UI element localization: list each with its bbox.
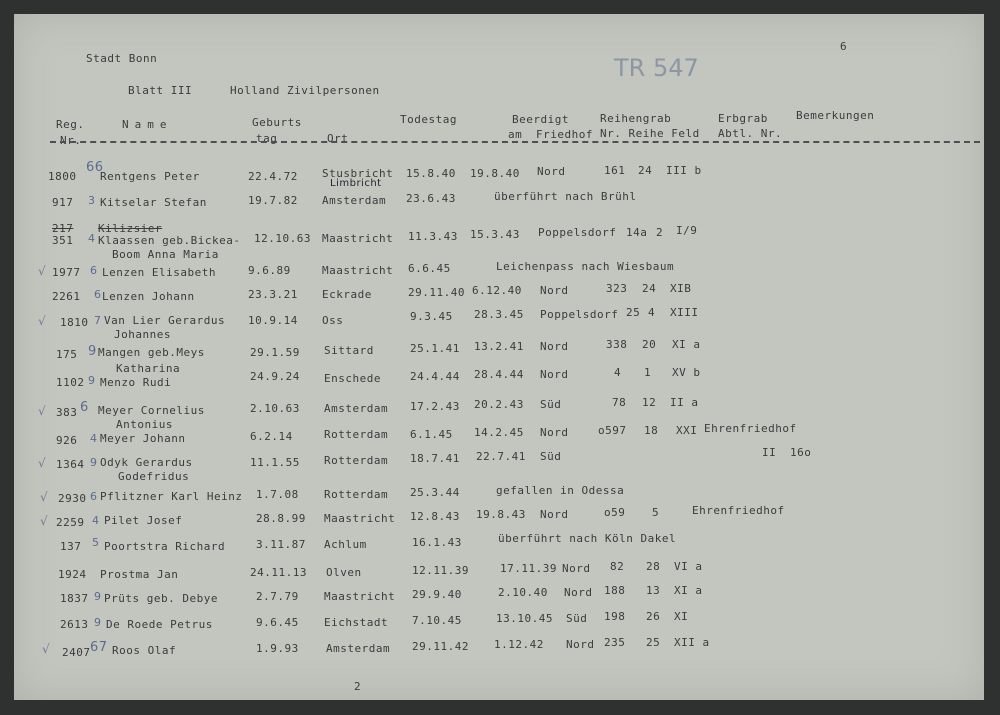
table-row-remark: Ehrenfriedhof	[692, 504, 785, 517]
table-row-cemetery: Poppelsdorf	[540, 308, 619, 321]
col-geburtstag: Geburts	[252, 116, 302, 129]
table-row-reg: 1977	[52, 266, 81, 279]
table-row-ort: Rotterdam	[324, 488, 389, 501]
table-row-death: 24.4.44	[410, 370, 460, 383]
table-row-note: Leichenpass nach Wiesbaum	[496, 260, 675, 273]
table-row-grave-reihe: 25	[646, 636, 661, 649]
table-row-name-struck: Kilizsier	[98, 222, 163, 235]
table-row-grave-reihe: 18	[644, 424, 659, 437]
table-row-remark: Ehrenfriedhof	[704, 422, 797, 435]
table-row-ort: Stusbricht	[322, 167, 394, 180]
table-row-reg-struck: 217	[52, 222, 74, 235]
table-row-cemetery: Nord	[540, 340, 569, 353]
table-row-reg: 2930	[58, 492, 87, 505]
table-row-born: 24.11.13	[250, 566, 307, 579]
table-row-name: Menzo Rudi	[100, 376, 172, 389]
table-row-reg: 1364	[56, 458, 85, 471]
table-row-buried: 1.12.42	[494, 638, 544, 651]
table-row-grave-feld: XXI	[676, 424, 698, 437]
table-row-grave-feld: XI	[674, 610, 689, 623]
table-row-name: Poortstra Richard	[104, 540, 226, 553]
table-row-grave-nr: 161	[604, 164, 626, 177]
table-row-ort: Maastricht	[324, 590, 396, 603]
table-row-name: Meyer Johann	[100, 432, 186, 445]
table-row-born: 12.10.63	[254, 232, 311, 245]
table-row-grave-nr: 188	[604, 584, 626, 597]
handwritten-ort-correction: Limbricht	[330, 178, 382, 189]
table-row-death: 18.7.41	[410, 452, 460, 465]
table-row-buried: 28.3.45	[474, 308, 524, 321]
table-row-grave-nr: o597	[598, 424, 627, 437]
table-row-ort: Enschede	[324, 372, 381, 385]
table-row-erbgrab-abtl: II	[762, 446, 777, 459]
table-row-born: 19.7.82	[248, 194, 298, 207]
table-row-death: 12.8.43	[410, 510, 460, 523]
city-heading: Stadt Bonn	[86, 52, 158, 65]
table-row-grave-nr: 198	[604, 610, 626, 623]
table-row-name-2: Godefridus	[118, 470, 190, 483]
col-reihengrab: Reihengrab	[600, 112, 672, 125]
table-row-buried: 19.8.40	[470, 167, 520, 180]
table-row-death: 16.1.43	[412, 536, 462, 549]
col-beerdigt-2: am	[508, 128, 523, 141]
table-row-grave-reihe: 28	[646, 560, 661, 573]
table-row-grave-nr: 14a	[626, 226, 648, 239]
table-row-grave-feld: XI a	[672, 338, 701, 351]
table-row-ort: Maastricht	[322, 264, 394, 277]
table-row-name-2: Antonius	[116, 418, 173, 431]
table-row-reg: 2407	[62, 646, 91, 659]
table-row-name: De Roede Petrus	[106, 618, 213, 631]
table-row-name-2: Boom Anna Maria	[112, 248, 219, 261]
handwritten-mark: 9	[94, 616, 102, 629]
table-row-grave-reihe: 12	[642, 396, 657, 409]
table-row-name: Odyk Gerardus	[100, 456, 193, 469]
page-number: 6	[840, 40, 848, 53]
table-row-ort: Eckrade	[322, 288, 372, 301]
table-row-reg: 1924	[58, 568, 87, 581]
check-mark-icon: √	[38, 456, 47, 470]
table-row-reg: 383	[56, 406, 78, 419]
check-mark-icon: √	[38, 264, 47, 278]
handwritten-mark: 3	[88, 194, 96, 207]
handwritten-mark: 67	[90, 640, 108, 655]
table-row-born: 2.10.63	[250, 402, 300, 415]
sheet-label: Blatt III	[128, 84, 193, 97]
table-row-name: Van Lier Gerardus	[104, 314, 226, 327]
table-row-reg: 2613	[60, 618, 89, 631]
table-row-buried: 14.2.45	[474, 426, 524, 439]
table-row-grave-feld: XI a	[674, 584, 703, 597]
table-row-death: 29.11.42	[412, 640, 469, 653]
table-row-name: Pilet Josef	[104, 514, 183, 527]
handwritten-mark: 9	[88, 344, 97, 359]
table-row-grave-feld: I/9	[676, 224, 698, 237]
table-row-born: 22.4.72	[248, 170, 298, 183]
table-row-cemetery: Süd	[540, 398, 562, 411]
table-row-grave-reihe: 2	[656, 226, 664, 239]
check-mark-icon: √	[40, 490, 49, 504]
table-row-buried: 22.7.41	[476, 450, 526, 463]
table-row-ort: Oss	[322, 314, 344, 327]
table-row-note: überführt nach Brühl	[494, 190, 637, 203]
table-row-cemetery: Nord	[537, 165, 566, 178]
table-row-cemetery: Nord	[540, 426, 569, 439]
table-row-death: 29.9.40	[412, 588, 462, 601]
table-row-grave-feld: XV b	[672, 366, 701, 379]
table-row-reg: 137	[60, 540, 82, 553]
table-row-born: 10.9.14	[248, 314, 298, 327]
handwritten-mark: 4	[92, 514, 100, 527]
table-row-name: Prüts geb. Debye	[104, 592, 218, 605]
table-row-born: 28.8.99	[256, 512, 306, 525]
handwritten-mark: 6	[90, 490, 98, 503]
table-row-born: 9.6.45	[256, 616, 299, 629]
table-row-reg: 917	[52, 196, 74, 209]
table-row-cemetery: Nord	[540, 284, 569, 297]
document-title: Holland Zivilpersonen	[230, 84, 380, 97]
table-row-ort: Rotterdam	[324, 454, 389, 467]
table-row-note: überführt nach Köln Dakel	[498, 532, 677, 545]
table-row-ort: Maastricht	[322, 232, 394, 245]
table-row-born: 11.1.55	[250, 456, 300, 469]
col-name: Name	[122, 118, 173, 131]
table-row-reg: 2261	[52, 290, 81, 303]
table-row-grave-feld: XIII	[670, 306, 699, 319]
header-divider	[50, 141, 980, 143]
table-row-born: 24.9.24	[250, 370, 300, 383]
table-row-name: Rentgens Peter	[100, 170, 200, 183]
table-row-buried: 13.2.41	[474, 340, 524, 353]
table-row-buried: 6.12.40	[472, 284, 522, 297]
table-row-death: 23.6.43	[406, 192, 456, 205]
footer-mark: 2	[354, 680, 362, 693]
table-row-ort: Achlum	[324, 538, 367, 551]
handwritten-mark: 6	[94, 288, 102, 301]
table-row-grave-reihe: 24	[642, 282, 657, 295]
table-row-cemetery: Süd	[566, 612, 588, 625]
table-row-grave-reihe: 13	[646, 584, 661, 597]
table-row-reg: 1102	[56, 376, 85, 389]
handwritten-mark: 4	[88, 232, 96, 245]
table-row-name: Prostma Jan	[100, 568, 179, 581]
table-row-grave-reihe: 24	[638, 164, 653, 177]
table-row-ort: Amsterdam	[326, 642, 391, 655]
handwritten-stamp: TR 547	[614, 54, 699, 82]
table-row-name: Klaassen geb.Bickea-	[98, 234, 241, 247]
table-row-death: 25.1.41	[410, 342, 460, 355]
table-row-name: Kitselar Stefan	[100, 196, 207, 209]
table-row-grave-nr: o59	[604, 506, 626, 519]
table-row-cemetery: Poppelsdorf	[538, 226, 617, 239]
handwritten-mark: 9	[90, 456, 98, 469]
table-row-born: 23.3.21	[248, 288, 298, 301]
table-row-ort: Amsterdam	[324, 402, 389, 415]
handwritten-mark: 6	[80, 400, 89, 415]
table-row-death: 6.6.45	[408, 262, 451, 275]
table-row-name: Lenzen Johann	[102, 290, 195, 303]
table-row-ort: Sittard	[324, 344, 374, 357]
handwritten-mark: 66	[86, 160, 104, 175]
table-row-death: 11.3.43	[408, 230, 458, 243]
table-row-cemetery: Süd	[540, 450, 562, 463]
table-row-born: 3.11.87	[256, 538, 306, 551]
table-row-cemetery: Nord	[564, 586, 593, 599]
table-row-grave-nr: 4	[614, 366, 622, 379]
table-row-reg: 926	[56, 434, 78, 447]
table-row-grave-nr: 82	[610, 560, 625, 573]
table-row-grave-nr: 78	[612, 396, 627, 409]
col-friedhof: Friedhof	[536, 128, 593, 141]
col-todestag: Todestag	[400, 113, 457, 126]
col-geburtstag-2: tag	[256, 132, 278, 145]
table-row-grave-reihe: 5	[652, 506, 660, 519]
check-mark-icon: √	[42, 642, 51, 656]
table-row-death: 15.8.40	[406, 167, 456, 180]
table-row-name: Lenzen Elisabeth	[102, 266, 216, 279]
col-beerdigt: Beerdigt	[512, 113, 569, 126]
check-mark-icon: √	[40, 514, 49, 528]
table-row-born: 29.1.59	[250, 346, 300, 359]
handwritten-mark: 5	[92, 536, 100, 549]
table-row-grave-reihe: 1	[644, 366, 652, 379]
table-row-reg: 2259	[56, 516, 85, 529]
col-reg: Reg.	[56, 118, 85, 131]
table-row-ort: Eichstadt	[324, 616, 389, 629]
col-reg-2: Nr.	[60, 134, 82, 147]
table-row-grave-feld: II a	[670, 396, 699, 409]
col-erbgrab: Erbgrab	[718, 112, 768, 125]
col-bemerkungen: Bemerkungen	[796, 109, 875, 122]
table-row-death: 29.11.40	[408, 286, 465, 299]
table-row-ort: Rotterdam	[324, 428, 389, 441]
table-row-buried: 13.10.45	[496, 612, 553, 625]
table-row-grave-feld: III b	[666, 164, 702, 177]
table-row-reg: 1810	[60, 316, 89, 329]
table-row-name: Pflitzner Karl Heinz	[100, 490, 243, 503]
table-row-grave-nr: 323	[606, 282, 628, 295]
table-row-ort: Olven	[326, 566, 362, 579]
table-row-name: Mangen geb.Meys	[98, 346, 205, 359]
table-row-born: 2.7.79	[256, 590, 299, 603]
table-row-reg: 1837	[60, 592, 89, 605]
table-row-cemetery: Nord	[566, 638, 595, 651]
table-row-grave-nr: 25	[626, 306, 641, 319]
table-row-born: 1.7.08	[256, 488, 299, 501]
table-row-death: 17.2.43	[410, 400, 460, 413]
table-row-death: 25.3.44	[410, 486, 460, 499]
table-row-death: 7.10.45	[412, 614, 462, 627]
table-row-born: 9.6.89	[248, 264, 291, 277]
table-row-buried: 19.8.43	[476, 508, 526, 521]
col-reihengrab-2: Nr. Reihe Feld	[600, 127, 700, 140]
table-row-buried: 2.10.40	[498, 586, 548, 599]
table-row-note: gefallen in Odessa	[496, 484, 625, 497]
handwritten-mark: 6	[90, 264, 98, 277]
col-erbgrab-2: Abtl. Nr.	[718, 127, 783, 140]
table-row-reg: 175	[56, 348, 78, 361]
table-row-grave-reihe: 4	[648, 306, 656, 319]
table-row-cemetery: Nord	[540, 508, 569, 521]
table-row-buried: 15.3.43	[470, 228, 520, 241]
table-row-reg: 1800	[48, 170, 77, 183]
table-row-cemetery: Nord	[562, 562, 591, 575]
table-row-cemetery: Nord	[540, 368, 569, 381]
table-row-name: Roos Olaf	[112, 644, 177, 657]
table-row-buried: 17.11.39	[500, 562, 557, 575]
handwritten-mark: 9	[88, 374, 96, 387]
check-mark-icon: √	[38, 404, 47, 418]
table-row-death: 6.1.45	[410, 428, 453, 441]
table-row-buried: 28.4.44	[474, 368, 524, 381]
table-row-grave-nr: 235	[604, 636, 626, 649]
table-row-buried: 20.2.43	[474, 398, 524, 411]
handwritten-mark: 4	[90, 432, 98, 445]
table-row-grave-reihe: 20	[642, 338, 657, 351]
col-ort: Ort	[327, 132, 349, 145]
handwritten-mark: 9	[94, 590, 102, 603]
table-row-grave-feld: XIB	[670, 282, 692, 295]
table-row-grave-feld: VI a	[674, 560, 703, 573]
table-row-born: 1.9.93	[256, 642, 299, 655]
table-row-death: 9.3.45	[410, 310, 453, 323]
table-row-ort: Amsterdam	[322, 194, 387, 207]
handwritten-mark: 7	[94, 314, 102, 327]
table-row-ort: Maastricht	[324, 512, 396, 525]
table-row-grave-reihe: 26	[646, 610, 661, 623]
table-row-born: 6.2.14	[250, 430, 293, 443]
table-row-erbgrab-nr: 16o	[790, 446, 812, 459]
table-row-grave-nr: 338	[606, 338, 628, 351]
check-mark-icon: √	[38, 314, 47, 328]
table-row-grave-feld: XII a	[674, 636, 710, 649]
table-row-name-2: Katharina	[116, 362, 181, 375]
table-row-name-2: Johannes	[114, 328, 171, 341]
table-row-death: 12.11.39	[412, 564, 469, 577]
table-row-reg: 351	[52, 234, 74, 247]
table-row-name: Meyer Cornelius	[98, 404, 205, 417]
